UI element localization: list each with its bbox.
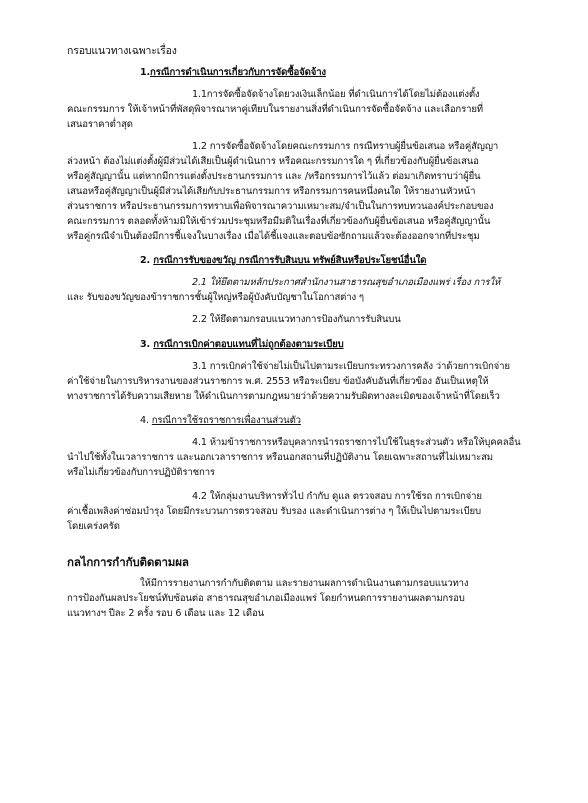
section-2-heading xyxy=(140,254,426,268)
section-3-heading xyxy=(140,338,344,352)
item-1-1-line-2: คณะกรรมการ ให้เจ้าหน้าที่พัสดุพิจารณาหาคู่เทียบในรายงานสิ่งที่ดำเนินการจัดซื้อจัดจ้าง และเลือกรายที่ xyxy=(67,104,483,115)
section-2-number: 2. xyxy=(140,255,151,266)
item-4-2-line-3: โดยเคร่งครัด xyxy=(67,521,120,532)
section-2-title: กรณีการรับของขวัญ กรณีการรับสินบน ทรัพย์สินหรือประโยชน์อื่นใด xyxy=(153,255,427,266)
item-1-2-line-7: หรือคู่กรณีจำเป็นต้องมีการชี้แจงในบางเรื่อง เมื่อได้ชี้แจงและตอบข้อซักถามแล้วจะต้องออกจากที่ประชุม xyxy=(67,231,480,242)
item-2-1-line-1: 2.1 ให้ยึดตามหลักประกาศสำนักงานสาธารณสุขอำเภอเมืองแพร่ เรื่อง การให้ xyxy=(192,277,501,288)
section-4-heading xyxy=(140,414,301,428)
item-2-2-line-1: 2.2 ให้ยึดตามกรอบแนวทางการป้องกันการรับสินบน xyxy=(192,314,401,325)
item-4-2-line-1: 4.2 ให้กลุ่มงานบริหารทั่วไป กำกับ ดูแล ตรวจสอบ การใช้รถ การเบิกจ่าย xyxy=(192,491,482,502)
item-4-1-line-1: 4.1 ห้ามข้าราชการหรือบุคลากรนำรถราชการไปใช้ในธุระส่วนตัว หรือให้บุคคลอื่น xyxy=(192,437,521,448)
item-1-1-line-1: 1.1การจัดซื้อจัดจ้างโดยวงเงินเล็กน้อย ที่ดำเนินการได้โดยไม่ต้องแต่งตั้ง xyxy=(192,89,480,100)
item-1-2-line-2: ล่วงหน้า ต้องไม่แต่งตั้งผู้มีส่วนได้เสียเป็นผู้ดำเนินการ หรือคณะกรรมการใด ๆ ที่เกี่ยวข้องกับผู้ยื่นข้อเสนอ xyxy=(67,156,479,167)
monitoring-line-2: การป้องกันผลประโยชน์ทับซ้อนต่อ สาธารณสุขอำเภอเมืองแพร่ โดยกำหนดการรายงานผลตามกรอบ xyxy=(67,593,465,604)
monitoring-title: กลไกการกำกับติดตามผล xyxy=(67,555,189,569)
item-1-2-line-3: หรือคู่สัญญานั้น แต่หากมีการแต่งตั้งประธานกรรมการ และ /หรือกรรมการไว้แล้ว ต่อมาเกิดทราบว่าผู้ยื่น xyxy=(67,171,481,182)
section-3-number: 3. xyxy=(140,339,151,350)
section-1-number: 1. xyxy=(140,67,151,78)
item-4-1-line-2: นำไปใช้ทั้งในเวลาราชการ และนอกเวลาราชการ หรือนอกสถานที่ปฏิบัติงาน โดยเฉพาะสถานที่ไม่เหมาะสม xyxy=(67,452,493,463)
section-4-number: 4. xyxy=(140,415,149,426)
item-3-1-line-3: ทางราชการได้รับความเสียหาย ให้ดำเนินการตามกฎหมายว่าด้วยความรับผิดทางละเมิดของเจ้าหน้าที่โดยเร็ว xyxy=(67,391,500,402)
section-4-title: กรณีการใช้รถราชการเพื่องานส่วนตัว xyxy=(151,415,301,426)
item-4-1-line-3: หรือไม่เกี่ยวข้องกับการปฏิบัติราชการ xyxy=(67,467,215,478)
section-1-title: กรณีการดำเนินการเกี่ยวกับการจัดซื้อจัดจ้าง xyxy=(150,67,326,78)
item-1-2-line-1: 1.2 การจัดซื้อจัดจ้างโดยคณะกรรมการ กรณีทราบผู้ยื่นข้อเสนอ หรือคู่สัญญา xyxy=(192,141,499,152)
item-1-1-line-3: เสนอราคาต่ำสุด xyxy=(67,119,133,130)
monitoring-line-1: ให้มีการรายงานการกำกับติดตาม และรายงานผลการดำเนินงานตามกรอบแนวทาง xyxy=(140,578,469,589)
monitoring-line-3: แนวทางฯ ปีละ 2 ครั้ง รอบ 6 เดือน และ 12 เดือน xyxy=(67,608,265,619)
section-3-title: กรณีการเบิกค่าตอบแทนที่ไม่ถูกต้องตามระเบียบ xyxy=(153,339,344,350)
item-3-1-line-2: ค่าใช้จ่ายในการบริหารงานของส่วนราชการ พ.ศ. 2553 หรือระเบียบ ข้อบังคับอันที่เกี่ยวข้อง อันเป็นเหตุให้ xyxy=(67,376,489,387)
item-4-2-line-2: ค่าเชื้อเพลิงค่าซ่อมบำรุง โดยมีกระบวนการตรวจสอบ รับรอง และดำเนินการต่าง ๆ ให้เป็นไปตามระเบียบ xyxy=(67,506,481,517)
item-3-1-line-1: 3.1 การเบิกค่าใช้จ่ายไม่เป็นไปตามระเบียบกระทรวงการคลัง ว่าด้วยการเบิกจ่าย xyxy=(192,361,510,372)
item-1-2-line-6: คณะกรรมการ ตลอดทั้งห้ามมิให้เข้าร่วมประชุมหรือมีมติในเรื่องที่เกี่ยวข้องกับผู้ยื่นข้อเสนอ หรือคู่สัญญานั้น xyxy=(67,216,491,227)
section-1-heading xyxy=(140,66,326,80)
item-1-2-line-5: ส่วนราชการ หรือประธานกรรมการทราบเพื่อพิจารณาความเหมาะสม/จำเป็นในการทบทวนองค์ประกอบของ xyxy=(67,201,494,212)
document-header: กรอบแนวทางเฉพาะเรื่อง xyxy=(67,45,177,57)
item-2-1-line-2: และ รับของขวัญของข้าราชการชั้นผู้ใหญ่หรือผู้บังคับบัญชาในโอกาสต่าง ๆ xyxy=(67,292,364,303)
item-1-2-line-4: เสนอหรือคู่สัญญาเป็นผู้มีส่วนได้เสียกับประธานกรรมการ หรือกรรมการคนหนึ่งคนใด ให้รายงานหัวหน้า xyxy=(67,186,476,197)
